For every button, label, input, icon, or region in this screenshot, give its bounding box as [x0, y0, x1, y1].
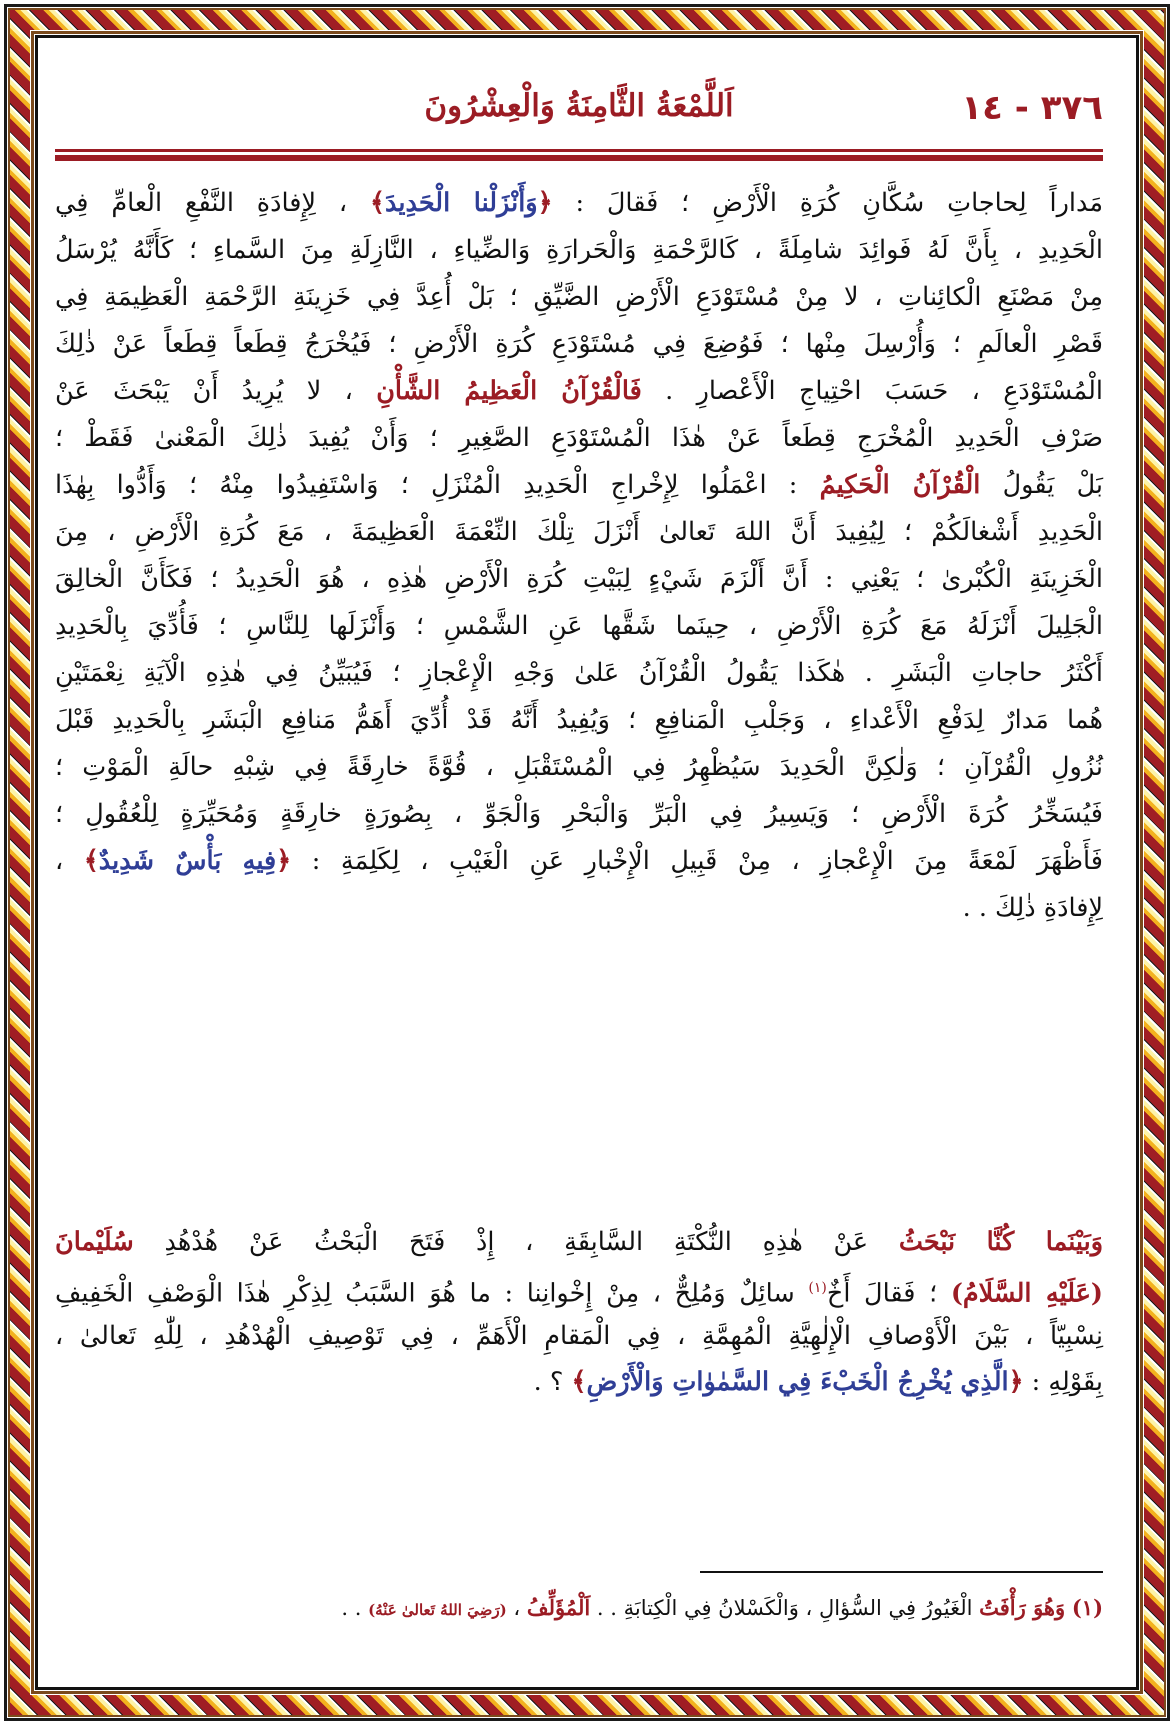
text-line — [55, 465, 1103, 505]
footnote-marker: (١) — [1071, 1595, 1103, 1620]
text-line — [55, 1268, 1103, 1308]
text-line — [55, 794, 1103, 834]
quran-bracket-open-icon: ﴿ — [276, 846, 292, 876]
line-text: صَرْفِ الْحَدِيدِ الْمُخْرَجِ قِطَعاً عَنْ هٰذَا الْمُسْتَوْدَعِ الصَّغِيرِ ؛ وَأَنْ يُفِيدَ ذٰلِكَ الْمَعْنىٰ فَقَطْ ؛ — [55, 423, 1103, 453]
emphasis-text: (عَلَيْهِ السَّلَامُ) — [950, 1278, 1104, 1309]
footnote-sep: ، — [506, 1596, 521, 1620]
footnote — [55, 1590, 1103, 1626]
line-text: نُزُولِ الْقُرْآنِ ؛ وَلٰكِنَّ الْحَدِيدَ سَيُظْهِرُ فِي الْمُسْتَقْبَلِ ، قُوَّةً خارِقَةً فِي شِبْهِ حالَةِ الْمَوْتِ ؛ — [55, 752, 1103, 782]
text-line — [55, 1222, 1103, 1262]
emphasis-text: الْقُرْآنُ الْحَكِيمُ — [819, 470, 981, 500]
text-line — [55, 418, 1103, 458]
line-text: ، لِإِفادَةِ النَّفْعِ الْعامِّ فِي — [55, 188, 371, 218]
text-line — [55, 888, 1103, 928]
line-text: هُما مَدارٌ لِدَفْعِ الْأَعْداءِ ، وَجَلْبِ الْمَنافِعِ ؛ وَيُفِيدُ أَنَّهُ قَدْ أُدِّيَ أَهَمُّ مَنافِعِ الْبَشَرِ بِالْحَدِيدِ قَبْلَ — [55, 705, 1103, 735]
line-text: نِسْبِيّاً ، بَيْنَ الْأَوْصافِ الْإِلٰهِيَّةِ الْمُهِمَّةِ ، فِي الْمَقامِ الْأَهَمِّ ، فِي تَوْصِيفِ الْهُدْهُدِ ، لِلّٰهِ تَعالىٰ ، — [55, 1321, 1103, 1351]
quran-verse: الَّذِي يُخْرِجُ الْخَبْءَ فِي السَّمٰوٰاتِ وَالْأَرْضِ — [586, 1367, 1009, 1397]
footnote-separator — [700, 1571, 1103, 1573]
text-line — [55, 1316, 1103, 1356]
line-text: أَكْثَرُ حاجاتِ الْبَشَرِ . هٰكَذا يَقُولُ الْقُرْآنُ عَلىٰ وَجْهِ الْإِعْجازِ ؛ فَيُبَيِّنُ فِي هٰذِهِ الْآيَةِ نِعْمَتَيْنِ — [55, 658, 1103, 688]
chapter-title: اَللَّمْعَةُ الثَّامِنَةُ وَالْعِشْرُونَ — [424, 88, 734, 124]
emphasis-text: فَالْقُرْآنُ الْعَظِيمُ الشَّأْنِ — [376, 376, 642, 406]
line-text: فَأَظْهَرَ لَمْعَةً مِنَ الْإِعْجازِ ، مِنْ قَبِيلِ الْإِخْبارِ عَنِ الْغَيْبِ ، لِكَلِمَةِ : — [291, 846, 1103, 876]
text-line — [55, 700, 1103, 740]
text-line — [55, 230, 1103, 270]
line-text: الْمُسْتَوْدَعِ ، حَسَبَ احْتِياجِ الْأَعْصارِ . — [641, 376, 1103, 406]
body-text — [55, 0, 1103, 1725]
quran-verse: وَأَنْزَلْنا الْحَدِيدَ — [384, 188, 538, 218]
honorific-icon: (رَضِيَ اللهُ تَعالىٰ عَنْهُ) — [368, 1601, 507, 1619]
line-text: فَيُسَخِّرُ كُرَةَ الْأَرْضِ ؛ وَيَسِيرُ فِي الْبَرِّ وَالْبَحْرِ وَالْجَوِّ ، بِصُورَةٍ خارِقَةٍ وَمُحَيِّرَةٍ لِلْعُقُولِ ؛ — [55, 799, 1103, 829]
quran-bracket-close-icon: ﴾ — [571, 1367, 587, 1397]
footnote-ref: (١) — [808, 1280, 827, 1296]
line-text: مِنْ مَصْنَعِ الْكائِناتِ ، لا مِنْ مُسْتَوْدَعِ الْأَرْضِ الضَّيِّقِ ؛ بَلْ أُعِدَّ فِي خَزِينَةِ الرَّحْمَةِ الْعَظِيمَةِ فِي — [55, 282, 1103, 312]
text-line — [55, 559, 1103, 599]
line-text: لِإِفادَةِ ذٰلِكَ . . — [962, 893, 1103, 923]
line-text: مَداراً لِحاجاتِ سُكَّانِ كُرَةِ الْأَرْضِ ؛ فَقالَ : — [552, 188, 1104, 218]
line-text: سائِلٌ وَمُلِحٌّ ، مِنْ إِخْوانِنا : ما هُوَ السَّبَبُ لِذِكْرِ هٰذَا الْوَصْفِ الْخَفِيفِ — [55, 1278, 809, 1309]
text-line — [55, 371, 1103, 411]
line-text: بِقَوْلِهِ : — [1023, 1367, 1103, 1397]
text-line — [55, 277, 1103, 317]
line-text: الْخَزِينَةِ الْكُبْرىٰ ؛ يَعْنِي : أَنَّ أَلْزَمَ شَيْءٍ لِبَيْتِ كُرَةِ الْأَرْضِ هٰذِهِ ، هُوَ الْحَدِيدُ ؛ فَكَأَنَّ الْخالِقَ — [55, 564, 1103, 594]
line-text: قَصْرِ الْعالَمِ ؛ وَأُرْسِلَ مِنْها ؛ فَوُضِعَ فِي مُسْتَوْدَعِ كُرَةِ الْأَرْضِ ؛ فَيُخْرَجُ قِطَعاً قِطَعاً عَنْ ذٰلِكَ — [55, 329, 1103, 359]
emphasis-text: سُلَيْمانَ — [55, 1227, 134, 1257]
line-text: الْحَدِيدِ ، بِأَنَّ لَهُ فَوائِدَ شامِلَةً ، كَالرَّحْمَةِ وَالْحَرارَةِ وَالضِّياءِ ، النَّازِلَةِ مِنَ السَّماءِ ؛ كَأَنَّهُ يُرْسَلُ — [55, 235, 1103, 265]
quran-bracket-close-icon: ﴾ — [83, 846, 99, 876]
text-line — [55, 1362, 1103, 1402]
line-text: ؟ . — [533, 1367, 572, 1397]
text-line — [55, 183, 1103, 223]
footnote-author: اَلْمُؤَلِّفُ — [526, 1595, 591, 1620]
text-line — [55, 606, 1103, 646]
line-text: ؛ فَقالَ أَخٌ — [826, 1278, 951, 1309]
text-line — [55, 324, 1103, 364]
quran-verse: فِيهِ بَأْسٌ شَدِيدٌ — [98, 846, 277, 876]
text-line — [55, 653, 1103, 693]
line-text: بَلْ يَقُولُ — [980, 470, 1104, 500]
page-number: ٣٧٦ - ١٤ — [961, 88, 1103, 128]
text-line — [55, 512, 1103, 552]
footnote-tail: . . — [341, 1596, 362, 1620]
line-text: عَنْ هٰذِهِ النُّكْتَةِ السَّابِقَةِ ، إِذْ فَتَحَ الْبَحْثُ عَنْ هُدْهُدِ — [133, 1227, 899, 1257]
quran-bracket-open-icon: ﴿ — [537, 188, 553, 218]
line-text: : اعْمَلُوا لِإِخْراجِ الْحَدِيدِ الْمُنْزَلِ ؛ وَاسْتَفِيدُوا مِنْهُ ؛ وَأَدُّوا بِهٰذَا — [55, 470, 820, 500]
line-text: ، — [55, 846, 84, 876]
emphasis-text: وَبَيْنَما كُنَّا نَبْحَثُ — [898, 1227, 1104, 1257]
text-line — [55, 747, 1103, 787]
footnote-text: الْغَيُورُ فِي السُّؤالِ ، وَالْكَسْلانُ فِي الْكِتابَةِ . . — [590, 1596, 973, 1620]
line-text: الْجَلِيلَ أَنْزَلَهُ مَعَ كُرَةِ الْأَرْضِ ، حِينَما شَقَّها عَنِ الشَّمْسِ ؛ وَأَنْزَلَها لِلنَّاسِ ؛ فَأُدِّيَ بِالْحَدِيدِ — [55, 611, 1103, 641]
quran-bracket-open-icon: ﴿ — [1008, 1367, 1024, 1397]
line-text: الْحَدِيدِ أَشْغالَكُمْ ؛ لِيُفِيدَ أَنَّ اللهَ تَعالىٰ أَنْزَلَ تِلْكَ النِّعْمَةَ الْعَظِيمَةَ ، مَعَ كُرَةِ الْأَرْضِ ، مِنَ — [55, 517, 1103, 547]
quran-bracket-close-icon: ﴾ — [370, 188, 385, 218]
line-text: ، لا يُرِيدُ أَنْ يَبْحَثَ عَنْ — [55, 376, 377, 406]
text-line — [55, 841, 1103, 881]
footnote-lead: وَهُوَ رَأْفَتُ — [979, 1595, 1066, 1620]
